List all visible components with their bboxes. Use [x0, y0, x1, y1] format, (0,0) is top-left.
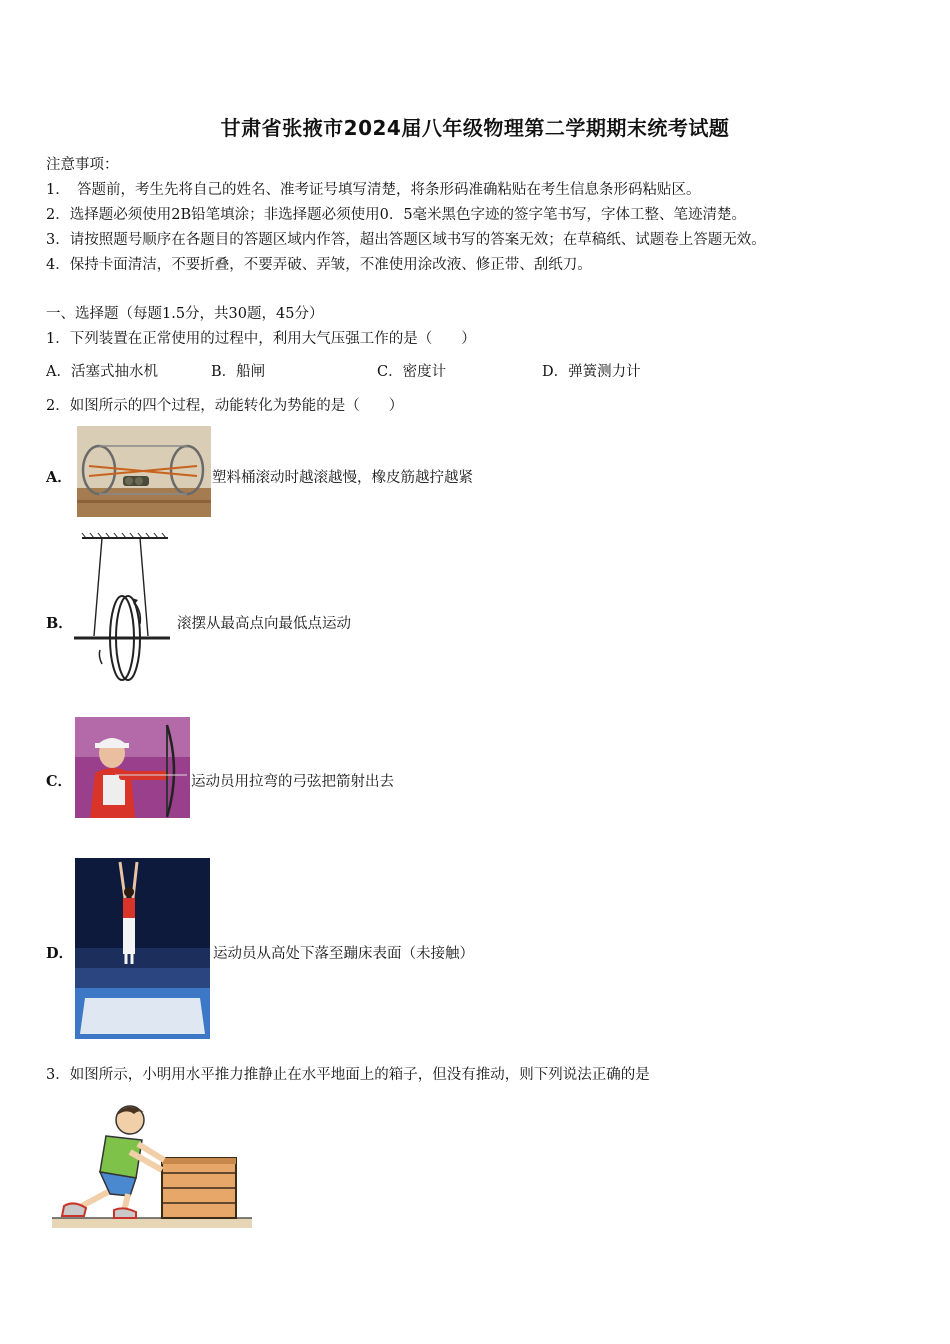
archer-photo: [75, 717, 190, 818]
q2-option-d-text: 运动员从高处下落至蹦床表面（未接触）: [213, 946, 474, 962]
q2-option-a-letter: A．: [46, 469, 72, 486]
section-heading: 一、选择题（每题1.5分，共30题，45分）: [46, 306, 324, 322]
pushing-box-figure: [50, 1098, 255, 1233]
q1-option-b: B．船闸: [211, 364, 266, 380]
notice-heading: 注意事项：: [46, 157, 119, 173]
q2-option-b-text: 滚摆从最高点向最低点运动: [177, 616, 351, 632]
q2-option-d-letter: D．: [46, 945, 74, 962]
page-title: 甘肃省张掖市2024届八年级物理第二学期期末统考试题: [220, 116, 730, 140]
q2-stem: 2．如图所示的四个过程，动能转化为势能的是（ ）: [46, 398, 404, 414]
trampoline-photo: [75, 858, 210, 1039]
notice-item-2: 2．选择题必须使用2B铅笔填涂；非选择题必须使用0．5毫米黑色字迹的签字笔书写，字体工整、笔迹清楚。: [46, 207, 747, 223]
notice-item-4: 4．保持卡面清洁，不要折叠，不要弄破、弄皱，不准使用涂改液、修正带、刮纸刀。: [46, 257, 592, 273]
q1-option-c: C．密度计: [377, 364, 447, 380]
q2-option-c-text: 运动员用拉弯的弓弦把箭射出去: [191, 774, 394, 790]
maxwell-wheel-figure: [72, 532, 172, 687]
q1-stem: 1．下列装置在正常使用的过程中，利用大气压强工作的是（ ）: [46, 331, 476, 347]
q2-option-a-text: 塑料桶滚动时越滚越慢，橡皮筋越拧越紧: [212, 470, 473, 486]
q3-stem: 3．如图所示，小明用水平推力推静止在水平地面上的箱子，但没有推动，则下列说法正确的是: [46, 1067, 650, 1083]
notice-item-1: 1． 答题前，考生先将自己的姓名、准考证号填写清楚，将条形码准确粘贴在考生信息条形码粘贴区。: [46, 182, 701, 198]
rolling-bucket-figure: [77, 426, 211, 517]
notice-item-3: 3．请按照题号顺序在各题目的答题区域内作答，超出答题区域书写的答案无效；在草稿纸、试题卷上答题无效。: [46, 232, 766, 248]
q1-option-d: D．弹簧测力计: [542, 364, 641, 380]
q2-option-c-letter: C．: [46, 773, 73, 790]
q1-option-a: A．活塞式抽水机: [46, 364, 158, 380]
q2-option-b-letter: B．: [46, 615, 73, 632]
